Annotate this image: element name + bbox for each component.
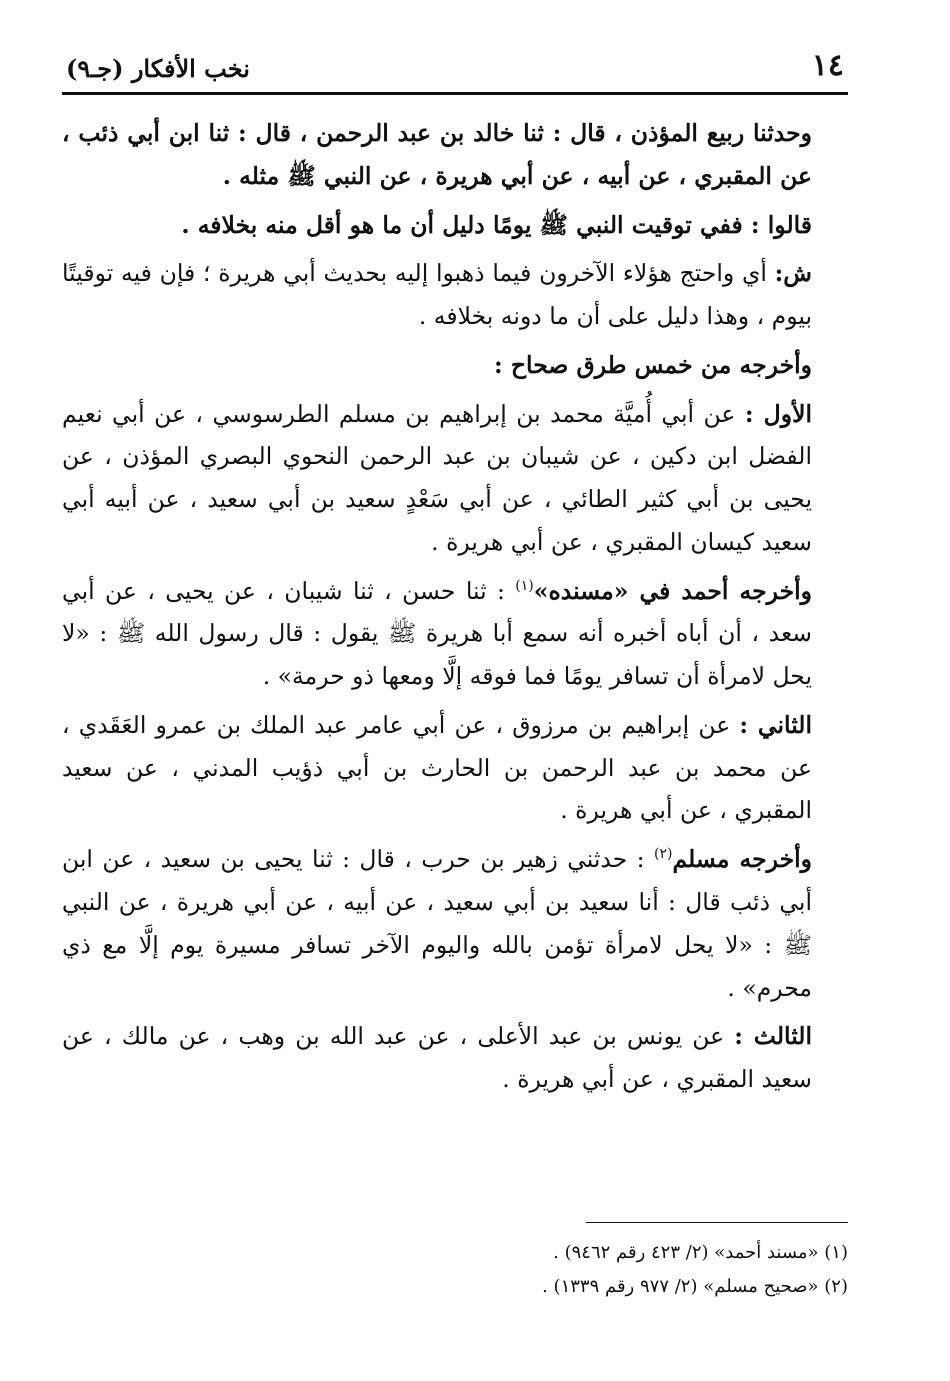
- paragraph: [62, 1015, 848, 1101]
- footnote: (١) «مسند أحمد» (٢/ ٤٢٣ رقم ٩٤٦٢) .: [553, 1242, 848, 1263]
- page-header: [62, 40, 848, 95]
- paragraph-lead: الثاني :: [739, 710, 812, 739]
- paragraph: [62, 393, 848, 564]
- paragraph-text: عن يونس بن عبد الأعلى ، عن عبد الله بن وهب ، عن مالك ، عن سعيد المقبري ، عن أبي هريرة .: [62, 1022, 812, 1094]
- paragraph-text: أي واحتج هؤلاء الآخرون فيما ذهبوا إليه بحديث أبي هريرة ؛ فإن فيه توقيتًا بيوم ، وهذا دليل على أن ما دونه بخلافه .: [62, 259, 812, 331]
- paragraph-lead: ش:: [774, 259, 812, 288]
- paragraph-lead: وأخرجه أحمد في «مسنده»: [533, 576, 812, 605]
- page-number: ١٤: [811, 48, 844, 83]
- paragraph: [62, 112, 848, 198]
- book-page: [62, 40, 848, 1340]
- footnote-ref[interactable]: (١): [515, 577, 534, 594]
- paragraph: [62, 204, 848, 247]
- paragraph-text: : ثنا حسن ، ثنا شيبان ، عن يحيى ، عن أبي سعد ، أن أباه أخبره أنه سمع أبا هريرة ﷺ يقول : قال رسول الله ﷺ : «لا يحل لامرأة أن تسافر يومًا فما فوقه إلَّا ومعها ذو حرمة» .: [62, 576, 812, 691]
- paragraph-text: قالوا : ففي توقيت النبي ﷺ يومًا دليل أن ما هو أقل منه بخلافه .: [181, 210, 812, 239]
- paragraph-lead: وأخرجه مسلم: [672, 845, 812, 874]
- paragraph-text: وأخرجه من خمس طرق صحاح :: [494, 350, 812, 379]
- paragraph-lead: الأول :: [744, 399, 813, 428]
- paragraph-lead: الثالث :: [734, 1022, 812, 1051]
- footnote-ref[interactable]: (٢): [653, 846, 673, 863]
- paragraph: [62, 570, 848, 698]
- paragraph-text: : حدثني زهير بن حرب ، قال : ثنا يحيى بن سعيد ، عن ابن أبي ذئب قال : أنا سعيد بن أبي سعيد ، عن أبيه ، عن أبي هريرة ، عن النبي ﷺ : «لا يحل لامرأة تؤمن بالله واليوم الآخر تسافر مسيرة يوم إلَّا مع ذي محرم» .: [62, 845, 812, 1002]
- section-heading: [62, 344, 848, 387]
- paragraph: [62, 252, 848, 338]
- book-title: نخب الأفكار (جـ٩): [66, 54, 250, 83]
- footnote: (٢) «صحيح مسلم» (٢/ ٩٧٧ رقم ١٣٣٩) .: [542, 1276, 848, 1298]
- paragraph-text: عن أبي أُميَّة محمد بن إبراهيم بن مسلم الطرسوسي ، عن أبي نعيم الفضل ابن دكين ، عن شيبان بن عبد الرحمن النحوي البصري المؤذن ، عن يحيى بن أبي كثير الطائي ، عن أبي سَعْدٍ سعيد بن أبي سعيد ، عن أبيه أبي سعيد كيسان المقبري ، عن أبي هريرة .: [62, 399, 812, 556]
- paragraph-text: وحدثنا ربيع المؤذن ، قال : ثنا خالد بن عبد الرحمن ، قال : ثنا ابن أبي ذئب ، عن المقبري ، عن أبيه ، عن أبي هريرة ، عن النبي ﷺ مثله .: [62, 119, 812, 190]
- main-text: [62, 112, 848, 1107]
- footnote-divider: [586, 1222, 848, 1223]
- paragraph-text: عن إبراهيم بن مرزوق ، عن أبي عامر عبد الملك بن عمرو العَقَدي ، عن محمد بن عبد الرحمن بن الحارث بن أبي ذؤيب المدني ، عن سعيد المقبري ، عن أبي هريرة .: [62, 710, 812, 825]
- paragraph: [62, 838, 848, 1009]
- footnotes: [62, 1236, 848, 1304]
- paragraph: [62, 704, 848, 832]
